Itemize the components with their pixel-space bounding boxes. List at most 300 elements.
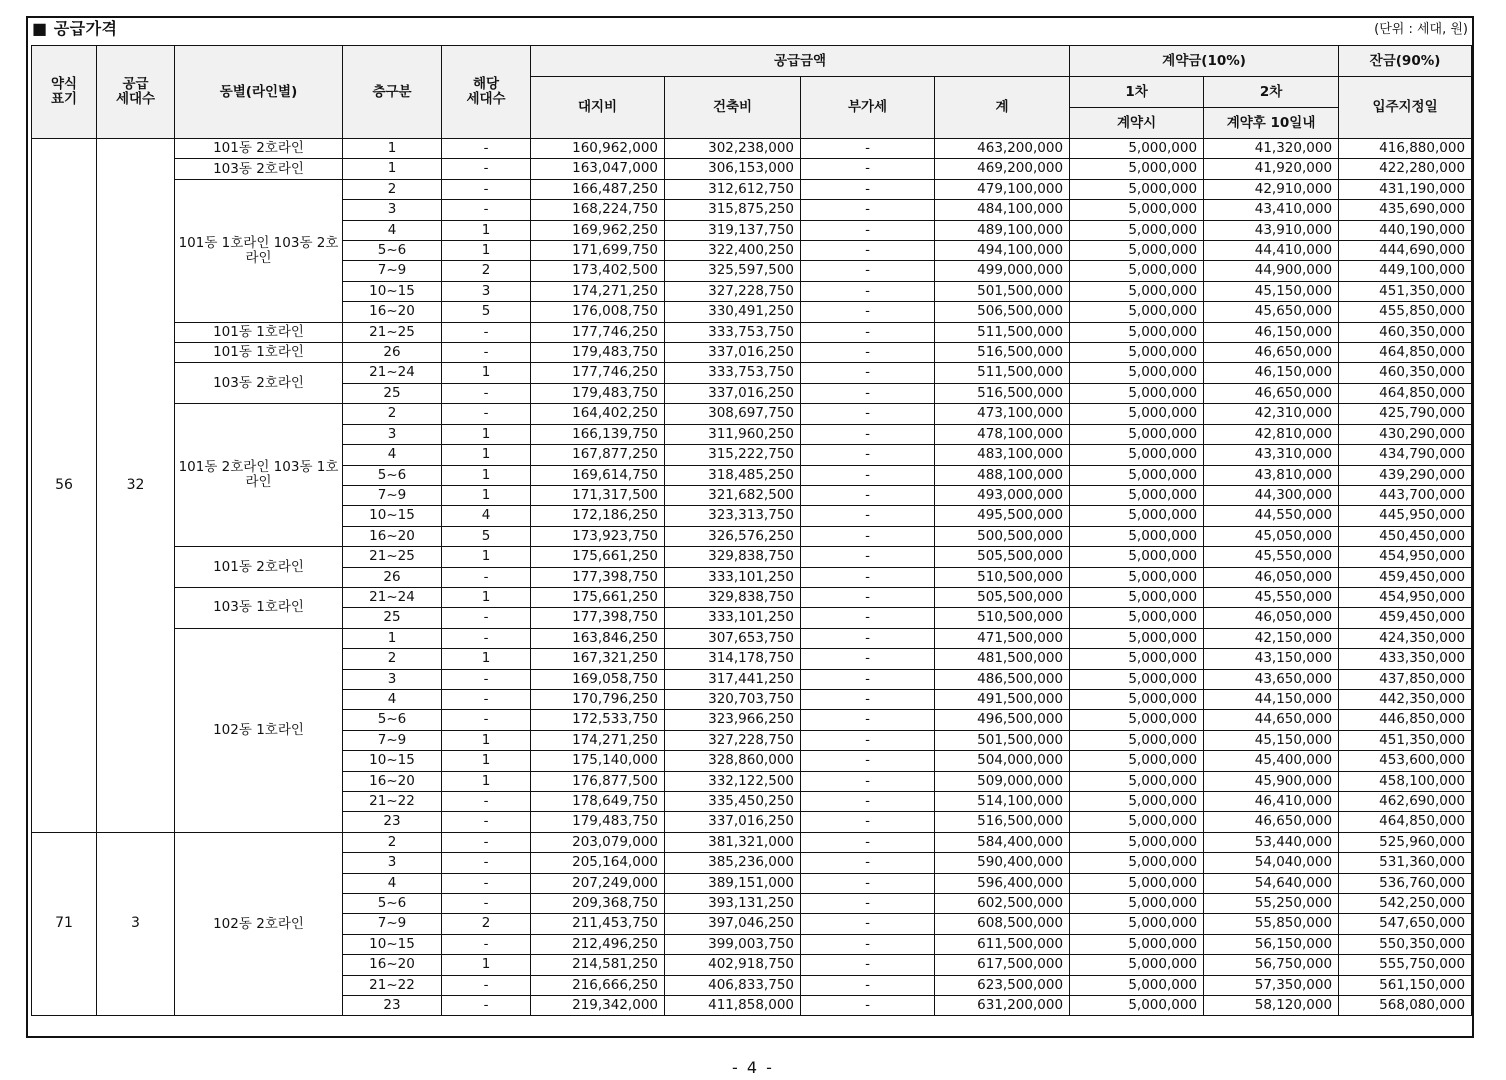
floor-cell: 21~24	[343, 363, 442, 383]
units-cell: -	[442, 404, 531, 424]
floor-cell: 23	[343, 996, 442, 1016]
balance-cell: 542,250,000	[1339, 894, 1472, 914]
total-cell: 596,400,000	[935, 873, 1070, 893]
land-cost-cell: 163,047,000	[531, 159, 665, 179]
first-deposit-cell: 5,000,000	[1070, 792, 1204, 812]
first-deposit-cell: 5,000,000	[1070, 832, 1204, 852]
units-cell: -	[442, 934, 531, 954]
supply-units-cell: 3	[97, 832, 175, 1016]
second-deposit-cell: 56,150,000	[1204, 934, 1339, 954]
floor-cell: 4	[343, 220, 442, 240]
total-cell: 483,100,000	[935, 445, 1070, 465]
balance-cell: 536,760,000	[1339, 873, 1472, 893]
units-cell: -	[442, 894, 531, 914]
empty-cell	[32, 1016, 1472, 1033]
first-deposit-cell: 5,000,000	[1070, 547, 1204, 567]
building-cost-cell: 325,597,500	[665, 261, 801, 281]
balance-cell: 433,350,000	[1339, 649, 1472, 669]
second-deposit-cell: 45,550,000	[1204, 587, 1339, 607]
first-deposit-cell: 5,000,000	[1070, 873, 1204, 893]
second-deposit-cell: 45,550,000	[1204, 547, 1339, 567]
floor-cell: 7~9	[343, 261, 442, 281]
first-deposit-cell: 5,000,000	[1070, 424, 1204, 444]
type-cell: 56	[32, 139, 97, 833]
first-deposit-cell: 5,000,000	[1070, 506, 1204, 526]
building-cost-cell: 385,236,000	[665, 853, 801, 873]
units-cell: 2	[442, 914, 531, 934]
vat-cell: -	[801, 955, 935, 975]
floor-cell: 5~6	[343, 710, 442, 730]
balance-cell: 561,150,000	[1339, 975, 1472, 995]
header-move-in: 입주지정일	[1339, 77, 1472, 139]
vat-cell: -	[801, 404, 935, 424]
units-cell: 5	[442, 526, 531, 546]
land-cost-cell: 173,402,500	[531, 261, 665, 281]
vat-cell: -	[801, 200, 935, 220]
vat-cell: -	[801, 281, 935, 301]
land-cost-cell: 172,186,250	[531, 506, 665, 526]
vat-cell: -	[801, 669, 935, 689]
building-line-cell: 101동 1호라인	[175, 322, 343, 342]
vat-cell: -	[801, 179, 935, 199]
total-cell: 516,500,000	[935, 383, 1070, 403]
table-row	[32, 587, 1472, 607]
total-cell: 584,400,000	[935, 832, 1070, 852]
total-cell: 510,500,000	[935, 567, 1070, 587]
unit-note: (단위 : 세대, 원)	[1374, 22, 1468, 37]
building-cost-cell: 333,753,750	[665, 363, 801, 383]
second-deposit-cell: 41,320,000	[1204, 139, 1339, 159]
balance-cell: 550,350,000	[1339, 934, 1472, 954]
land-cost-cell: 219,342,000	[531, 996, 665, 1016]
units-cell: -	[442, 792, 531, 812]
units-cell: 1	[442, 485, 531, 505]
floor-cell: 26	[343, 343, 442, 363]
building-line-cell: 101동 2호라인	[175, 139, 343, 159]
first-deposit-cell: 5,000,000	[1070, 485, 1204, 505]
units-cell: -	[442, 567, 531, 587]
vat-cell: -	[801, 241, 935, 261]
table-row	[32, 139, 1472, 159]
first-deposit-cell: 5,000,000	[1070, 710, 1204, 730]
building-cost-cell: 332,122,500	[665, 771, 801, 791]
balance-cell: 454,950,000	[1339, 547, 1472, 567]
building-cost-cell: 329,838,750	[665, 587, 801, 607]
units-cell: -	[442, 200, 531, 220]
table-row	[32, 363, 1472, 383]
vat-cell: -	[801, 934, 935, 954]
second-deposit-cell: 46,150,000	[1204, 363, 1339, 383]
building-cost-cell: 321,682,500	[665, 485, 801, 505]
building-line-cell: 101동 1호라인	[175, 343, 343, 363]
land-cost-cell: 214,581,250	[531, 955, 665, 975]
balance-cell: 454,950,000	[1339, 587, 1472, 607]
balance-cell: 442,350,000	[1339, 689, 1472, 709]
second-deposit-cell: 44,550,000	[1204, 506, 1339, 526]
balance-cell: 451,350,000	[1339, 730, 1472, 750]
land-cost-cell: 172,533,750	[531, 710, 665, 730]
units-cell: -	[442, 343, 531, 363]
second-deposit-cell: 45,150,000	[1204, 730, 1339, 750]
first-deposit-cell: 5,000,000	[1070, 465, 1204, 485]
vat-cell: -	[801, 547, 935, 567]
building-line-cell: 102동 2호라인	[175, 832, 343, 1016]
building-line-cell: 103동 2호라인	[175, 363, 343, 404]
building-cost-cell: 381,321,000	[665, 832, 801, 852]
land-cost-cell: 212,496,250	[531, 934, 665, 954]
total-cell: 501,500,000	[935, 281, 1070, 301]
balance-cell: 443,700,000	[1339, 485, 1472, 505]
section-title: ■ 공급가격	[32, 19, 118, 38]
units-cell: 1	[442, 547, 531, 567]
empty-row	[32, 1016, 1472, 1033]
second-deposit-cell: 46,050,000	[1204, 567, 1339, 587]
second-deposit-cell: 44,410,000	[1204, 241, 1339, 261]
total-cell: 484,100,000	[935, 200, 1070, 220]
floor-cell: 2	[343, 649, 442, 669]
vat-cell: -	[801, 261, 935, 281]
first-deposit-cell: 5,000,000	[1070, 526, 1204, 546]
vat-cell: -	[801, 730, 935, 750]
header-building: 건축비	[665, 77, 801, 139]
units-cell: 1	[442, 771, 531, 791]
total-cell: 494,100,000	[935, 241, 1070, 261]
header-vat: 부가세	[801, 77, 935, 139]
floor-cell: 1	[343, 139, 442, 159]
building-cost-cell: 311,960,250	[665, 424, 801, 444]
vat-cell: -	[801, 996, 935, 1016]
balance-cell: 446,850,000	[1339, 710, 1472, 730]
vat-cell: -	[801, 792, 935, 812]
building-cost-cell: 322,400,250	[665, 241, 801, 261]
total-cell: 481,500,000	[935, 649, 1070, 669]
balance-cell: 445,950,000	[1339, 506, 1472, 526]
vat-cell: -	[801, 628, 935, 648]
land-cost-cell: 160,962,000	[531, 139, 665, 159]
first-deposit-cell: 5,000,000	[1070, 669, 1204, 689]
vat-cell: -	[801, 302, 935, 322]
floor-cell: 21~24	[343, 587, 442, 607]
floor-cell: 25	[343, 608, 442, 628]
first-deposit-cell: 5,000,000	[1070, 751, 1204, 771]
units-cell: 1	[442, 751, 531, 771]
building-cost-cell: 330,491,250	[665, 302, 801, 322]
land-cost-cell: 176,877,500	[531, 771, 665, 791]
total-cell: 491,500,000	[935, 689, 1070, 709]
building-cost-cell: 315,875,250	[665, 200, 801, 220]
second-deposit-cell: 54,040,000	[1204, 853, 1339, 873]
balance-cell: 453,600,000	[1339, 751, 1472, 771]
floor-cell: 1	[343, 628, 442, 648]
vat-cell: -	[801, 894, 935, 914]
floor-cell: 16~20	[343, 955, 442, 975]
balance-cell: 434,790,000	[1339, 445, 1472, 465]
header-units: 해당 세대수	[442, 46, 531, 139]
second-deposit-cell: 45,900,000	[1204, 771, 1339, 791]
vat-cell: -	[801, 832, 935, 852]
balance-cell: 547,650,000	[1339, 914, 1472, 934]
units-cell: -	[442, 322, 531, 342]
total-cell: 504,000,000	[935, 751, 1070, 771]
land-cost-cell: 216,666,250	[531, 975, 665, 995]
land-cost-cell: 203,079,000	[531, 832, 665, 852]
first-deposit-cell: 5,000,000	[1070, 628, 1204, 648]
first-deposit-cell: 5,000,000	[1070, 934, 1204, 954]
vat-cell: -	[801, 526, 935, 546]
first-deposit-cell: 5,000,000	[1070, 955, 1204, 975]
total-cell: 478,100,000	[935, 424, 1070, 444]
second-deposit-cell: 45,650,000	[1204, 302, 1339, 322]
vat-cell: -	[801, 383, 935, 403]
balance-cell: 449,100,000	[1339, 261, 1472, 281]
building-cost-cell: 411,858,000	[665, 996, 801, 1016]
supply-price-table	[31, 45, 1472, 1032]
second-deposit-cell: 57,350,000	[1204, 975, 1339, 995]
building-cost-cell: 337,016,250	[665, 383, 801, 403]
first-deposit-cell: 5,000,000	[1070, 281, 1204, 301]
table-row	[32, 547, 1472, 567]
total-cell: 495,500,000	[935, 506, 1070, 526]
vat-cell: -	[801, 649, 935, 669]
units-cell: -	[442, 689, 531, 709]
total-cell: 511,500,000	[935, 363, 1070, 383]
vat-cell: -	[801, 424, 935, 444]
building-cost-cell: 333,101,250	[665, 608, 801, 628]
vat-cell: -	[801, 812, 935, 832]
building-cost-cell: 323,966,250	[665, 710, 801, 730]
vat-cell: -	[801, 465, 935, 485]
balance-cell: 455,850,000	[1339, 302, 1472, 322]
total-cell: 631,200,000	[935, 996, 1070, 1016]
building-line-cell: 101동 2호라인	[175, 547, 343, 588]
land-cost-cell: 166,139,750	[531, 424, 665, 444]
building-cost-cell: 319,137,750	[665, 220, 801, 240]
second-deposit-cell: 42,310,000	[1204, 404, 1339, 424]
floor-cell: 4	[343, 689, 442, 709]
first-deposit-cell: 5,000,000	[1070, 567, 1204, 587]
vat-cell: -	[801, 322, 935, 342]
floor-cell: 2	[343, 179, 442, 199]
units-cell: -	[442, 159, 531, 179]
land-cost-cell: 178,649,750	[531, 792, 665, 812]
total-cell: 486,500,000	[935, 669, 1070, 689]
first-deposit-cell: 5,000,000	[1070, 649, 1204, 669]
header-supply-units: 공급 세대수	[97, 46, 175, 139]
first-deposit-cell: 5,000,000	[1070, 914, 1204, 934]
first-deposit-cell: 5,000,000	[1070, 179, 1204, 199]
second-deposit-cell: 44,900,000	[1204, 261, 1339, 281]
building-cost-cell: 337,016,250	[665, 812, 801, 832]
vat-cell: -	[801, 139, 935, 159]
header-at-contract: 계약시	[1070, 108, 1204, 139]
vat-cell: -	[801, 710, 935, 730]
balance-cell: 430,290,000	[1339, 424, 1472, 444]
land-cost-cell: 179,483,750	[531, 812, 665, 832]
units-cell: -	[442, 996, 531, 1016]
units-cell: -	[442, 139, 531, 159]
floor-cell: 21~22	[343, 975, 442, 995]
building-line-cell: 103동 1호라인	[175, 587, 343, 628]
header-floor: 층구분	[343, 46, 442, 139]
first-deposit-cell: 5,000,000	[1070, 771, 1204, 791]
floor-cell: 4	[343, 873, 442, 893]
balance-cell: 459,450,000	[1339, 608, 1472, 628]
total-cell: 473,100,000	[935, 404, 1070, 424]
price-section-frame	[26, 16, 1474, 1038]
land-cost-cell: 175,661,250	[531, 587, 665, 607]
building-cost-cell: 302,238,000	[665, 139, 801, 159]
units-cell: -	[442, 812, 531, 832]
first-deposit-cell: 5,000,000	[1070, 996, 1204, 1016]
vat-cell: -	[801, 567, 935, 587]
header-total: 계	[935, 77, 1070, 139]
building-cost-cell: 327,228,750	[665, 281, 801, 301]
building-cost-cell: 393,131,250	[665, 894, 801, 914]
second-deposit-cell: 44,650,000	[1204, 710, 1339, 730]
vat-cell: -	[801, 873, 935, 893]
units-cell: -	[442, 608, 531, 628]
table-row	[32, 343, 1472, 363]
balance-cell: 424,350,000	[1339, 628, 1472, 648]
balance-cell: 435,690,000	[1339, 200, 1472, 220]
floor-cell: 10~15	[343, 281, 442, 301]
vat-cell: -	[801, 485, 935, 505]
second-deposit-cell: 43,910,000	[1204, 220, 1339, 240]
balance-cell: 464,850,000	[1339, 812, 1472, 832]
second-deposit-cell: 46,650,000	[1204, 383, 1339, 403]
balance-cell: 555,750,000	[1339, 955, 1472, 975]
units-cell: 1	[442, 363, 531, 383]
building-cost-cell: 308,697,750	[665, 404, 801, 424]
floor-cell: 21~25	[343, 547, 442, 567]
first-deposit-cell: 5,000,000	[1070, 608, 1204, 628]
land-cost-cell: 176,008,750	[531, 302, 665, 322]
page-number: - 4 -	[732, 1058, 774, 1077]
floor-cell: 5~6	[343, 894, 442, 914]
land-cost-cell: 177,398,750	[531, 608, 665, 628]
units-cell: -	[442, 710, 531, 730]
header-building-line: 동별(라인별)	[175, 46, 343, 139]
units-cell: -	[442, 628, 531, 648]
balance-cell: 437,850,000	[1339, 669, 1472, 689]
balance-cell: 458,100,000	[1339, 771, 1472, 791]
table-row	[32, 832, 1472, 852]
vat-cell: -	[801, 587, 935, 607]
header-within-10-days: 계약후 10일내	[1204, 108, 1339, 139]
balance-cell: 568,080,000	[1339, 996, 1472, 1016]
building-cost-cell: 335,450,250	[665, 792, 801, 812]
first-deposit-cell: 5,000,000	[1070, 220, 1204, 240]
first-deposit-cell: 5,000,000	[1070, 241, 1204, 261]
units-cell: 1	[442, 241, 531, 261]
header-second: 2차	[1204, 77, 1339, 108]
building-cost-cell: 399,003,750	[665, 934, 801, 954]
second-deposit-cell: 44,300,000	[1204, 485, 1339, 505]
floor-cell: 7~9	[343, 914, 442, 934]
second-deposit-cell: 43,650,000	[1204, 669, 1339, 689]
units-cell: -	[442, 179, 531, 199]
land-cost-cell: 166,487,250	[531, 179, 665, 199]
balance-cell: 462,690,000	[1339, 792, 1472, 812]
table-row	[32, 322, 1472, 342]
land-cost-cell: 169,962,250	[531, 220, 665, 240]
building-line-cell: 102동 1호라인	[175, 628, 343, 832]
second-deposit-cell: 41,920,000	[1204, 159, 1339, 179]
second-deposit-cell: 43,310,000	[1204, 445, 1339, 465]
second-deposit-cell: 46,650,000	[1204, 812, 1339, 832]
second-deposit-cell: 55,850,000	[1204, 914, 1339, 934]
total-cell: 479,100,000	[935, 179, 1070, 199]
units-cell: 1	[442, 220, 531, 240]
building-cost-cell: 333,101,250	[665, 567, 801, 587]
building-cost-cell: 327,228,750	[665, 730, 801, 750]
total-cell: 499,000,000	[935, 261, 1070, 281]
balance-cell: 464,850,000	[1339, 383, 1472, 403]
floor-cell: 10~15	[343, 934, 442, 954]
floor-cell: 10~15	[343, 751, 442, 771]
vat-cell: -	[801, 975, 935, 995]
balance-cell: 464,850,000	[1339, 343, 1472, 363]
land-cost-cell: 167,877,250	[531, 445, 665, 465]
vat-cell: -	[801, 445, 935, 465]
land-cost-cell: 169,058,750	[531, 669, 665, 689]
second-deposit-cell: 46,050,000	[1204, 608, 1339, 628]
price-table-body	[32, 139, 1472, 1033]
land-cost-cell: 173,923,750	[531, 526, 665, 546]
vat-cell: -	[801, 220, 935, 240]
units-cell: 2	[442, 261, 531, 281]
units-cell: 3	[442, 281, 531, 301]
floor-cell: 3	[343, 853, 442, 873]
total-cell: 611,500,000	[935, 934, 1070, 954]
land-cost-cell: 179,483,750	[531, 383, 665, 403]
building-cost-cell: 406,833,750	[665, 975, 801, 995]
total-cell: 623,500,000	[935, 975, 1070, 995]
first-deposit-cell: 5,000,000	[1070, 587, 1204, 607]
floor-cell: 2	[343, 832, 442, 852]
units-cell: -	[442, 669, 531, 689]
first-deposit-cell: 5,000,000	[1070, 853, 1204, 873]
building-line-cell: 101동 2호라인 103동 1호라인	[175, 404, 343, 547]
land-cost-cell: 164,402,250	[531, 404, 665, 424]
land-cost-cell: 168,224,750	[531, 200, 665, 220]
building-cost-cell: 307,653,750	[665, 628, 801, 648]
floor-cell: 4	[343, 445, 442, 465]
first-deposit-cell: 5,000,000	[1070, 322, 1204, 342]
second-deposit-cell: 46,150,000	[1204, 322, 1339, 342]
table-row	[32, 404, 1472, 424]
balance-cell: 450,450,000	[1339, 526, 1472, 546]
total-cell: 463,200,000	[935, 139, 1070, 159]
second-deposit-cell: 46,650,000	[1204, 343, 1339, 363]
supply-units-cell: 32	[97, 139, 175, 833]
table-row	[32, 179, 1472, 199]
second-deposit-cell: 58,120,000	[1204, 996, 1339, 1016]
first-deposit-cell: 5,000,000	[1070, 261, 1204, 281]
vat-cell: -	[801, 771, 935, 791]
land-cost-cell: 174,271,250	[531, 730, 665, 750]
units-cell: 1	[442, 424, 531, 444]
building-cost-cell: 326,576,250	[665, 526, 801, 546]
total-cell: 608,500,000	[935, 914, 1070, 934]
balance-cell: 416,880,000	[1339, 139, 1472, 159]
floor-cell: 5~6	[343, 241, 442, 261]
total-cell: 471,500,000	[935, 628, 1070, 648]
first-deposit-cell: 5,000,000	[1070, 302, 1204, 322]
land-cost-cell: 211,453,750	[531, 914, 665, 934]
building-cost-cell: 402,918,750	[665, 955, 801, 975]
total-cell: 514,100,000	[935, 792, 1070, 812]
